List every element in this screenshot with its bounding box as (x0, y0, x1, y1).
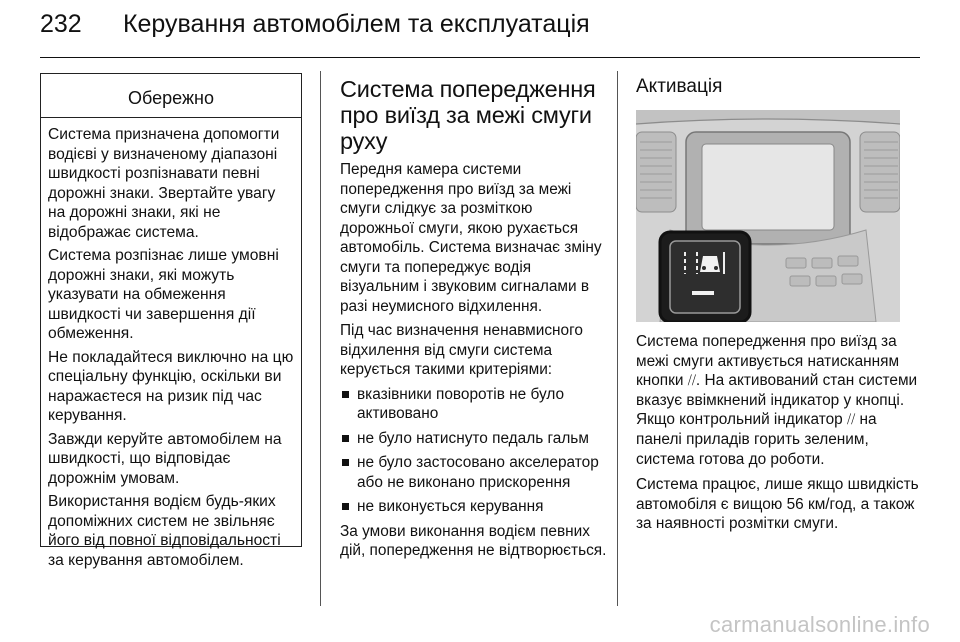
caution-paragraph: Завжди керуйте автомобілем на швидкості, що відповідає дорожнім умовам. (48, 430, 282, 487)
lane-departure-icon: ⧸⧸ (847, 412, 856, 427)
section-heading: Система попередження про виїзд за межі смуги руху (340, 76, 596, 154)
bullet-icon (342, 391, 349, 398)
column-divider (617, 71, 618, 606)
bullet-icon (342, 459, 349, 466)
list-item: не виконується керування (340, 497, 608, 517)
bullet-icon (342, 503, 349, 510)
activation-paragraph: Система попередження про виїзд за межі смуги активується натисканням кнопки ⧸⧸. На активований стан системи вказує ввімкнений індикатор у кнопці. Якщо контрольний індикатор ⧸⧸ на панелі приладів горить зеленим, система готова до роботи. (636, 333, 918, 468)
page-header (40, 10, 590, 39)
activation-section (636, 76, 922, 540)
page-number: 232 (40, 10, 82, 38)
criteria-intro: Під час визначення ненавмисного відхилення від смуги система керується такими критеріями: (340, 322, 583, 378)
caution-paragraph: Система розпізнає лише умовні дорожні знаки, які можуть указувати на обмеження швидкості чи завершення дії обмеження. (48, 247, 279, 342)
caution-box (40, 73, 302, 569)
column-divider (320, 71, 321, 606)
watermark: carmanualsonline.info (709, 612, 930, 637)
lane-departure-icon: ⧸⧸ (687, 373, 696, 388)
caution-title: Обережно (41, 74, 301, 118)
speed-paragraph: Система працює, лише якщо швидкість автомобіля є вищою 56 км/год, а також за наявності розмітки смуги. (636, 476, 919, 533)
list-item: не було натиснуто педаль гальм (340, 429, 608, 449)
dashboard-illustration (636, 110, 900, 322)
activation-heading: Активація (636, 76, 723, 97)
caution-paragraph: Система призначена допомогти водієві у визначеному діапазоні швидкості розпізнавати певні дорожні знаки. Звертайте увагу на дорожні знаки, які не відображає система. (48, 126, 280, 241)
caution-paragraph: Не покладайтеся виключно на цю спеціальну функцію, оскільки ви наражаєтеся на ризик під час керування. (48, 348, 294, 424)
caution-paragraph: Використання водієм будь-яких допоміжних систем не звільняє його від повної відповідальності за керування автомобілем. (48, 493, 281, 569)
header-rule (40, 57, 920, 58)
lane-departure-section (340, 76, 608, 566)
intro-paragraph: Передня камера системи попередження про виїзд за межі смуги слідкує за розміткою дорожньої смуги, якою рухається автомобіль. Система визначає зміну смуги та попереджує водія візуальним і звуковим сигналами в разі неумисного відхилення. (340, 161, 602, 315)
list-item: не було застосовано акселератор або не виконано прискорення (340, 453, 608, 492)
criteria-list (340, 385, 608, 517)
list-item: вказівники поворотів не було активовано (340, 385, 608, 424)
dashboard-drawing (636, 110, 900, 322)
chapter-title: Керування автомобілем та експлуатація (122, 10, 590, 38)
closing-paragraph: За умови виконання водієм певних дій, попередження не відтворюється. (340, 522, 607, 559)
bullet-icon (342, 435, 349, 442)
